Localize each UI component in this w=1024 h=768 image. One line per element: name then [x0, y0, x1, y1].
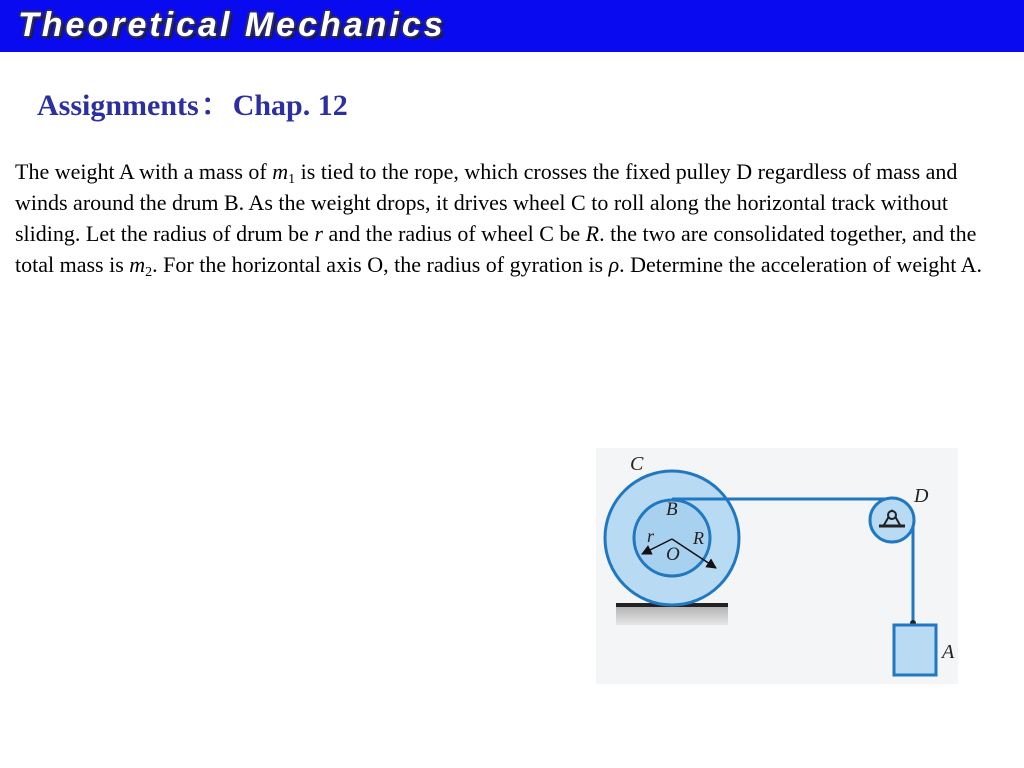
label-c: C — [630, 453, 644, 475]
symbol-R: R — [585, 221, 600, 246]
problem-text-3: and the radius of wheel C be — [322, 221, 586, 246]
label-o: O — [666, 544, 680, 565]
problem-text-5: . For the horizontal axis O, the radius of gyration is — [152, 252, 609, 277]
heading-separator: ： — [200, 89, 231, 122]
problem-text-4: . the two are consolidated together, and the total mass is — [15, 221, 977, 277]
problem-text-2: is tied to the rope, which crosses the fixed pulley D regardless of mass and winds around the drum B. As the weight drops, it drives wheel C to roll along the horizontal track without sliding. Let the radius of drum be — [15, 159, 958, 246]
label-R: R — [693, 528, 704, 548]
weight-a — [894, 625, 936, 675]
symbol-rho: ρ — [608, 252, 620, 277]
label-r: r — [647, 526, 655, 546]
pulley-axle — [888, 511, 896, 519]
symbol-m1: m — [272, 159, 289, 184]
label-d: D — [914, 485, 929, 507]
header-banner — [0, 0, 1024, 52]
subscript-1: 1 — [288, 172, 296, 187]
subscript-2: 2 — [145, 265, 153, 280]
heading-chapter: Chap. 12 — [232, 89, 348, 122]
label-b: B — [666, 499, 678, 520]
heading-prefix: Assignments — [37, 89, 199, 122]
ground-shading — [616, 605, 728, 625]
problem-text-6: . Determine the acceleration of weight A. — [619, 252, 983, 277]
problem-text-1: The weight A with a mass of — [15, 159, 273, 184]
label-a: A — [942, 641, 955, 663]
course-title: Theoretical Mechanics — [18, 6, 446, 44]
problem-statement — [15, 156, 1015, 280]
mechanism-figure — [596, 448, 958, 684]
page-heading — [37, 80, 348, 124]
symbol-r: r — [314, 221, 323, 246]
symbol-m2: m — [129, 252, 146, 277]
